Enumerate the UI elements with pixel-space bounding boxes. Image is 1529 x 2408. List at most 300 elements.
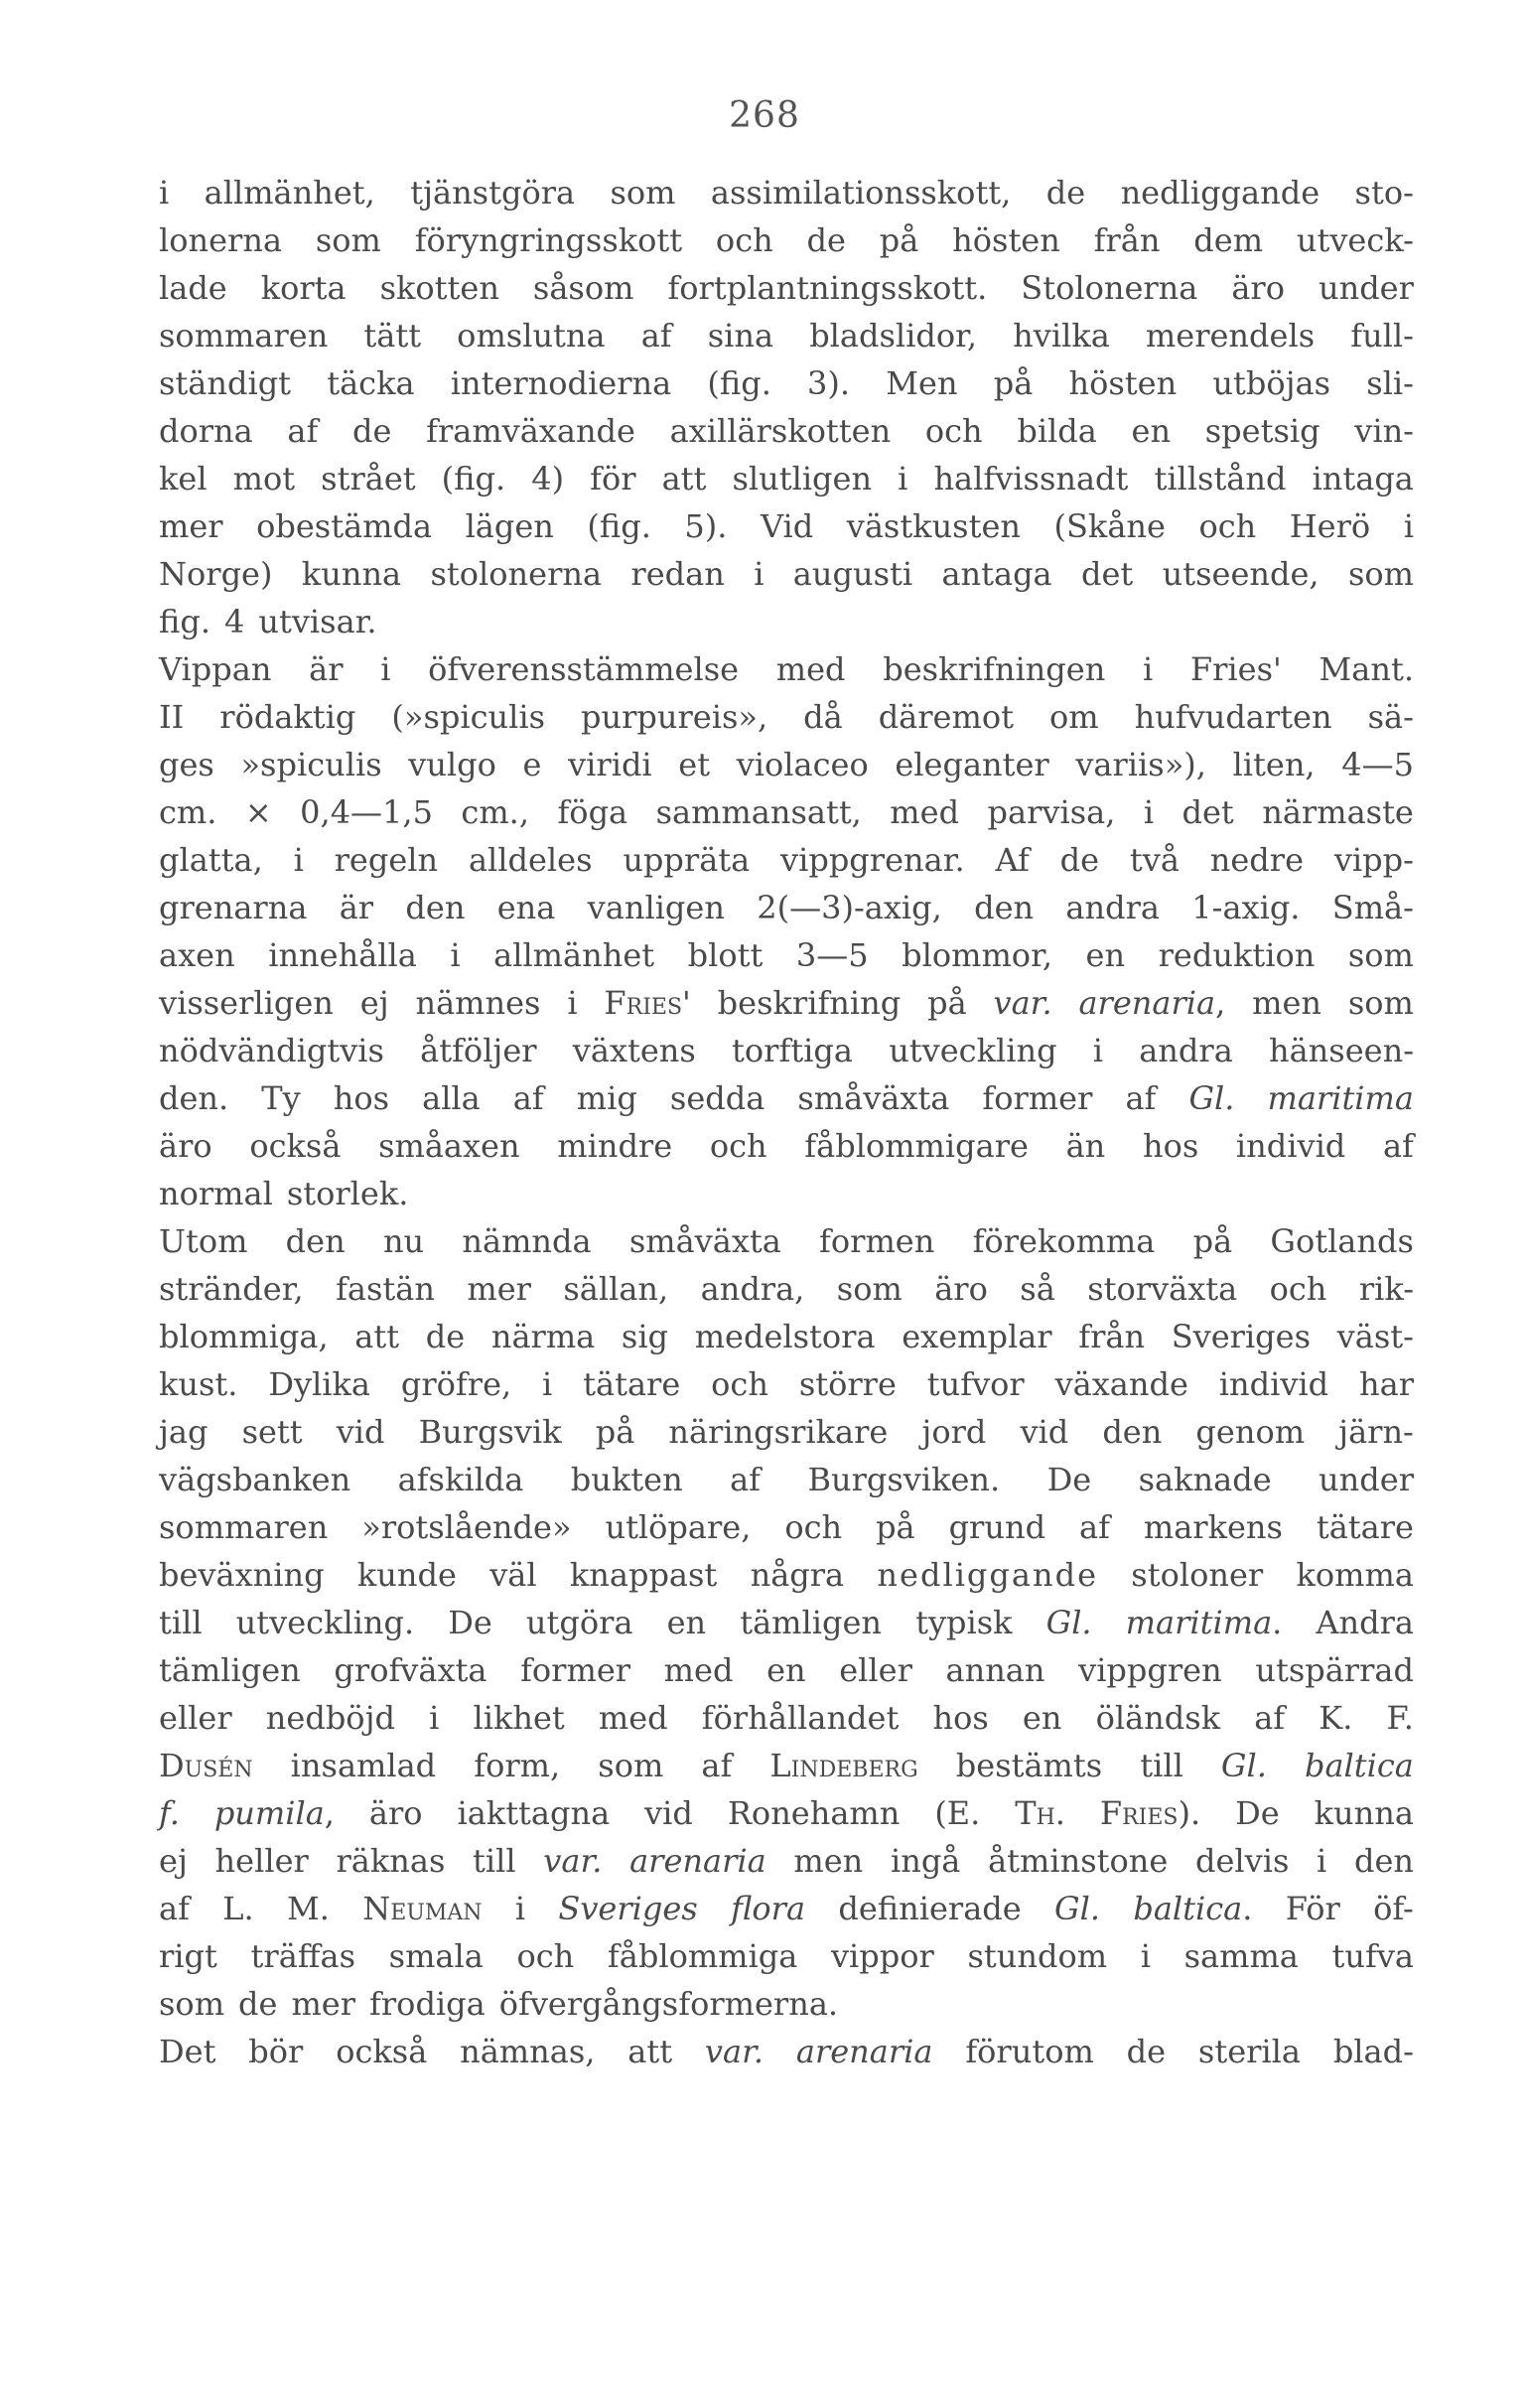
word: i	[1403, 507, 1414, 545]
text-line	[159, 1265, 1414, 1313]
word: Men	[886, 364, 958, 402]
word: storlek.	[286, 1175, 409, 1212]
text-line	[159, 1932, 1414, 1980]
word: ej	[159, 1842, 188, 1880]
text-line	[159, 1694, 1414, 1742]
word: (fig.	[707, 364, 771, 402]
word: arenaria	[629, 1842, 766, 1880]
word: som	[598, 1747, 664, 1784]
word: Norge)	[159, 555, 273, 593]
word: Dylika	[268, 1365, 370, 1403]
word: (fig.	[441, 460, 506, 497]
word: som	[1347, 936, 1414, 974]
word: på	[1192, 1222, 1233, 1260]
word: på	[993, 364, 1034, 402]
word: fortplantningsskott.	[667, 269, 988, 307]
text-line	[159, 788, 1414, 836]
word: som	[836, 1270, 903, 1308]
word: vägsbanken	[159, 1461, 351, 1498]
word: till	[159, 1604, 203, 1641]
word: 3).	[807, 364, 851, 402]
word: af	[1078, 1508, 1110, 1546]
word: med	[663, 1651, 734, 1689]
word: former	[520, 1651, 631, 1689]
word: hufvudarten	[1134, 698, 1332, 736]
word: Gotlands	[1270, 1222, 1414, 1260]
word: maritima	[1267, 1079, 1414, 1117]
word: bör	[248, 2033, 304, 2070]
word: i	[450, 936, 461, 974]
word: innehålla	[268, 936, 417, 974]
word: allmänhet,	[204, 174, 375, 212]
word: markens	[1143, 1508, 1283, 1546]
word: i	[898, 460, 908, 497]
word: sommaren	[159, 1508, 329, 1546]
word: småväxta	[797, 1079, 950, 1117]
word: i	[1143, 650, 1154, 688]
word: väst-	[1336, 1318, 1414, 1355]
word: till	[473, 1842, 516, 1880]
word: och	[1269, 1270, 1327, 1308]
text-line	[159, 884, 1414, 931]
text-line	[159, 1503, 1414, 1551]
word: Sveriges	[1171, 1318, 1312, 1355]
word: däremot	[878, 698, 1014, 736]
word: utveckling	[889, 1032, 1057, 1069]
word: mindre	[557, 1127, 673, 1165]
word: vanligen	[587, 889, 725, 926]
text-line	[159, 1217, 1414, 1265]
word: bukten	[570, 1461, 683, 1498]
word: tufva	[1331, 1937, 1414, 1975]
word: ständigt	[159, 364, 292, 402]
text-line	[159, 645, 1414, 693]
word: tillstånd	[1154, 460, 1287, 497]
word: förekomma	[972, 1222, 1156, 1260]
word: För	[1285, 1890, 1340, 1927]
word: utveckling.	[235, 1604, 415, 1641]
word: cm.,	[461, 793, 529, 831]
word: purpureis»,	[581, 698, 768, 736]
word: Burgsviken.	[807, 1461, 1001, 1498]
word: från	[1093, 221, 1161, 259]
word: sedda	[669, 1079, 765, 1117]
word: i	[567, 984, 578, 1022]
word: tätt	[363, 317, 422, 354]
word: sli-	[1366, 364, 1414, 402]
word: merendels	[1145, 317, 1316, 354]
word: det	[1080, 555, 1134, 593]
word: i	[1140, 1937, 1151, 1975]
word: i	[514, 1890, 526, 1927]
word: Th.	[1015, 1794, 1065, 1832]
word: e	[522, 746, 542, 783]
word: sä-	[1367, 698, 1414, 736]
word: hos	[333, 1079, 390, 1117]
text-line	[159, 407, 1414, 455]
word: också	[336, 2033, 428, 2070]
word: är	[309, 650, 344, 688]
word: räknas	[336, 1842, 446, 1880]
text-line	[159, 1980, 1414, 2028]
word: tjänstgöra	[410, 174, 576, 212]
word: den	[974, 889, 1035, 926]
word: (Skåne	[1053, 507, 1166, 545]
word: genom	[1195, 1413, 1306, 1451]
word: hösten	[1068, 364, 1178, 402]
word: också	[249, 1127, 342, 1165]
word: andra,	[700, 1270, 805, 1308]
word: Gl.	[1045, 1604, 1092, 1641]
text-line	[159, 1742, 1414, 1789]
word: och	[516, 1937, 575, 1975]
word: Gl.	[1220, 1747, 1267, 1784]
word: af	[1254, 1699, 1286, 1737]
word: form,	[474, 1747, 561, 1784]
word: en	[666, 1604, 707, 1641]
word: äro	[934, 1270, 988, 1308]
word: grofväxta	[334, 1651, 487, 1689]
word: en	[1131, 412, 1172, 450]
text-line	[159, 598, 1414, 645]
word: stoloner	[1131, 1556, 1264, 1594]
word: »spiculis	[240, 746, 382, 783]
text-line	[159, 931, 1414, 979]
word: större	[798, 1365, 897, 1403]
word: den	[1353, 1842, 1414, 1880]
word: knappast	[569, 1556, 718, 1594]
word: mer	[159, 507, 223, 545]
word: vid	[336, 1413, 385, 1451]
word: De	[1046, 1461, 1092, 1498]
word: delvis	[1194, 1842, 1290, 1880]
word: mer	[291, 1985, 356, 2023]
word: och	[709, 1127, 767, 1165]
word: eller	[159, 1699, 232, 1737]
text-line	[159, 1122, 1414, 1170]
word: tufvor	[926, 1365, 1025, 1403]
text-line	[159, 1360, 1414, 1408]
word: Andra	[1316, 1604, 1414, 1641]
word: de	[1126, 2033, 1167, 2070]
word: blommor,	[902, 936, 1053, 974]
word: utgöra	[525, 1604, 633, 1641]
word: vulgo	[408, 746, 496, 783]
word: normal	[159, 1175, 273, 1212]
word: omslutna	[457, 317, 606, 354]
word: ena	[496, 889, 556, 926]
word: nämnda	[462, 1222, 592, 1260]
word: (E.	[934, 1794, 981, 1832]
word: K.	[1319, 1699, 1353, 1737]
word: kunna	[1314, 1794, 1414, 1832]
word: hösten	[952, 221, 1060, 259]
word: sommaren	[159, 317, 329, 354]
word: storväxta	[1087, 1270, 1238, 1308]
word: nödvändigtvis	[159, 1032, 384, 1069]
word: nedre	[1209, 841, 1304, 879]
word: att	[354, 1318, 400, 1355]
word: vid	[644, 1794, 693, 1832]
word: komma	[1296, 1556, 1414, 1594]
word: från	[1078, 1318, 1146, 1355]
word: fåblommiga	[607, 1937, 798, 1975]
word: nedliggande	[1120, 174, 1320, 212]
word: i	[1092, 1032, 1103, 1069]
word: 2(—3)-axig,	[757, 889, 942, 926]
word: andra	[1139, 1032, 1233, 1069]
word: II	[159, 698, 185, 736]
word: 4	[224, 603, 245, 640]
word: det	[1182, 793, 1234, 831]
word: ×	[244, 793, 272, 831]
text-line	[159, 550, 1414, 598]
text-line	[159, 502, 1414, 550]
word: sällan,	[563, 1270, 669, 1308]
word: pumila,	[213, 1794, 335, 1832]
word: likhet	[473, 1699, 565, 1737]
word: 4)	[531, 460, 565, 497]
word: kel	[159, 460, 208, 497]
word: 1-axig.	[1191, 889, 1301, 926]
text-line	[159, 693, 1414, 741]
word: Dusén	[159, 1747, 253, 1784]
word: sammansatt,	[655, 793, 862, 831]
word: var.	[993, 984, 1052, 1022]
word: jord	[921, 1413, 987, 1451]
word: i	[380, 650, 391, 688]
word: nedböjd	[265, 1699, 395, 1737]
word: tätare	[583, 1365, 681, 1403]
word: liten,	[1232, 746, 1316, 783]
word: växande	[1054, 1365, 1188, 1403]
word: frodiga	[369, 1985, 486, 2023]
word: alldeles	[468, 841, 593, 879]
word: fastän	[336, 1270, 435, 1308]
word: i	[1317, 1842, 1327, 1880]
word: iakttagna	[457, 1794, 611, 1832]
word: strået	[321, 460, 416, 497]
word: fig.	[159, 603, 210, 640]
word: full-	[1350, 317, 1414, 354]
word: de	[1045, 174, 1086, 212]
word: förhållandet	[701, 1699, 900, 1737]
word: bestämts	[955, 1747, 1103, 1784]
word: sina	[707, 317, 774, 354]
word: Ronehamn	[727, 1794, 901, 1832]
text-line	[159, 216, 1414, 264]
word: intaga	[1312, 460, 1414, 497]
word: nedliggande	[877, 1556, 1098, 1594]
word: violaceo	[736, 746, 869, 783]
text-line	[159, 1313, 1414, 1360]
word: af	[512, 1079, 544, 1117]
text-line	[159, 1599, 1414, 1646]
page-number: 268	[729, 95, 800, 136]
word: mer	[467, 1270, 531, 1308]
text-line	[159, 455, 1414, 502]
word: Det	[159, 2033, 216, 2070]
word: tämligen	[159, 1651, 301, 1689]
word: en	[766, 1651, 806, 1689]
word: närmaste	[1262, 793, 1414, 831]
word: utseende,	[1162, 555, 1320, 593]
word: de	[425, 1318, 466, 1355]
word: Sveriges	[558, 1890, 698, 1927]
word: äro	[368, 1794, 423, 1832]
word: 3—5	[795, 936, 869, 974]
word: viridi	[568, 746, 652, 783]
word: augusti	[792, 555, 913, 593]
word: baltica	[1304, 1747, 1414, 1784]
word: vid	[1020, 1413, 1069, 1451]
word: öfvergångsformerna.	[498, 1985, 839, 2023]
text-line	[159, 979, 1414, 1027]
word: åtföljer	[420, 1032, 537, 1069]
word: Fries'	[1189, 650, 1282, 688]
word: Herö	[1289, 507, 1371, 545]
word: sterila	[1197, 2033, 1301, 2070]
word: arenaria	[795, 2033, 933, 2070]
word: Utom	[159, 1222, 248, 1260]
word: Af	[995, 841, 1030, 879]
word: vipp-	[1333, 841, 1414, 879]
word: ges	[159, 746, 214, 783]
word: hänseen-	[1268, 1032, 1414, 1069]
word: f.	[159, 1794, 180, 1832]
word: kunna	[301, 555, 402, 593]
text-line	[159, 312, 1414, 359]
word: träffas	[250, 1937, 355, 1975]
word: sig	[621, 1318, 669, 1355]
text-line	[159, 359, 1414, 407]
word: »rotslående»	[361, 1508, 572, 1546]
word: för	[590, 460, 636, 497]
word: 0,4—1,5	[300, 793, 433, 831]
word: internodierna	[450, 364, 672, 402]
word: en	[1022, 1699, 1062, 1737]
word: maritima.	[1125, 1604, 1283, 1641]
word: assimilationsskott,	[710, 174, 1012, 212]
word: föga	[557, 793, 628, 831]
word: af	[1382, 1127, 1414, 1165]
word: i	[754, 555, 764, 593]
word: af	[701, 1747, 733, 1784]
word: med	[890, 793, 960, 831]
word: Vippan	[159, 650, 272, 688]
word: stundom	[967, 1937, 1108, 1975]
word: småaxen	[378, 1127, 520, 1165]
word: öländsk	[1095, 1699, 1221, 1737]
word: ej	[359, 984, 389, 1022]
word: men	[1252, 984, 1321, 1022]
word: som	[610, 174, 676, 212]
word: än	[1065, 1127, 1106, 1165]
word: föryngringsskott	[414, 221, 683, 259]
word: närma	[490, 1318, 596, 1355]
word: (fig.	[587, 507, 651, 545]
word: cm.	[159, 793, 217, 831]
word: den	[285, 1222, 346, 1260]
word: åtminstone	[988, 1842, 1169, 1880]
word: framväxande	[426, 412, 635, 450]
word: vippor	[830, 1937, 934, 1975]
word: kust.	[159, 1365, 238, 1403]
word: redan	[630, 555, 725, 593]
word: annan	[945, 1651, 1045, 1689]
word: kunde	[356, 1556, 457, 1594]
word: nu	[382, 1222, 425, 1260]
word: i	[1143, 793, 1155, 831]
word: 5).	[684, 507, 728, 545]
body-text	[159, 169, 1414, 2075]
word: under	[1319, 1461, 1414, 1498]
word: två	[1129, 841, 1180, 879]
word: et	[678, 746, 711, 783]
word: 4—5	[1341, 746, 1414, 783]
text-line	[159, 1646, 1414, 1694]
word: De	[1235, 1794, 1280, 1832]
word: eleganter	[895, 746, 1049, 783]
word: lägen	[465, 507, 554, 545]
word: vippgren	[1078, 1651, 1222, 1689]
word: andra	[1065, 889, 1160, 926]
word: af	[287, 412, 319, 450]
word: antaga	[941, 555, 1052, 593]
word: den	[1102, 1413, 1163, 1451]
word: med	[598, 1699, 668, 1737]
word: sett	[241, 1413, 303, 1451]
word: bilda	[1017, 412, 1097, 450]
word: på	[879, 221, 919, 259]
word: utböjas	[1212, 364, 1331, 402]
word: i	[542, 1365, 553, 1403]
word: upprätа	[623, 841, 751, 879]
word: (»spiculis	[391, 698, 545, 736]
word: och	[784, 1508, 843, 1546]
text-line	[159, 169, 1414, 216]
word: de	[352, 412, 392, 450]
word: såsom	[532, 269, 634, 307]
text-line	[159, 1837, 1414, 1885]
word: smala	[388, 1937, 484, 1975]
word: individ	[1235, 1127, 1346, 1165]
text-line	[159, 1456, 1414, 1503]
word: af	[159, 1890, 190, 1927]
word: växtens	[572, 1032, 696, 1069]
word: i	[159, 174, 170, 212]
word: på	[927, 984, 967, 1022]
word: afskilda	[397, 1461, 524, 1498]
word: Ty	[261, 1079, 301, 1117]
word: i	[293, 841, 304, 879]
word: definierade	[838, 1890, 1022, 1927]
word: parvisa,	[987, 793, 1116, 831]
word: och	[1198, 507, 1257, 545]
word: äro	[1231, 269, 1285, 307]
word: på	[595, 1413, 635, 1451]
word: formen	[819, 1222, 935, 1260]
word: den	[405, 889, 466, 926]
word: är	[339, 889, 374, 926]
word: ingå	[890, 1842, 961, 1880]
word: hvilka	[1013, 317, 1110, 354]
word: om	[1048, 698, 1099, 736]
word: insamlad	[290, 1747, 437, 1784]
word: äro	[159, 1127, 212, 1165]
word: i	[429, 1699, 440, 1737]
word: typisk	[915, 1604, 1013, 1641]
